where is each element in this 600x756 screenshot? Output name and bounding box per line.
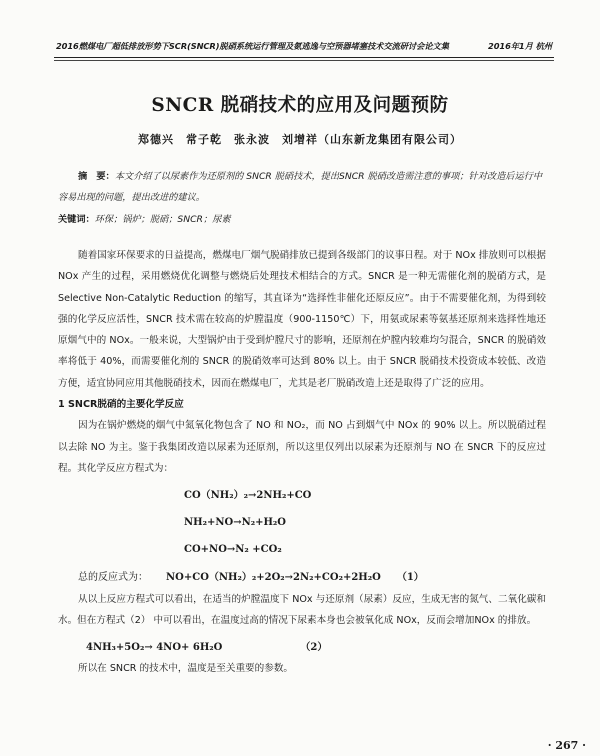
equation-number: （2） [300,642,328,654]
intro-paragraph: 随着国家环保要求的日益提高，燃煤电厂烟气脱硝排放已提到各级部门的议事日程。对于 NOx 排放则可以根据 NOx 产生的过程，采用燃烧优化调整与燃烧后处理技术相结合的方式。SNCR 是一种无需催化剂的脱硝方式，是 Selective Non-Catalytic Reduction 的缩写，其直译为“选择性非催化还原反应”。由于不需要催化剂，为得到较强的化学反应活性，SNCR 技术需在较高的炉膛温度（900-1150℃）下，用氨或尿素等氨基还原剂来选择性地还原烟气中的 NOx。一般来说，大型锅炉由于受到炉膛尺寸的影响，还原剂在炉膛内较难均匀混合，SNCR 的脱硝效率将低于 40%，而需要催化剂的 SNCR 的脱硝效率可达到 80% 以上。由于 SNCR 脱硝技术投资成本较低、改造方便，适宜协同应用其他脱硝技术，因而在燃煤电厂，尤其是老厂脱硝改造上还是取得了广泛的应用。 [58,250,546,389]
paragraph: 从以上反应方程式可以看出，在适当的炉膛温度下 NOx 与还原剂（尿素）反应，生成无害的氮气、二氧化碳和水。但在方程式（2） 中可以看出，在温度过高的情况下尿素本身也会被氧化成 NOx，反而会增加NOx 的排放。 [58,593,546,626]
article-title: SNCR 脱硝技术的应用及问题预防 [151,95,449,116]
running-header [56,40,552,52]
total-reaction [78,567,546,588]
total-reaction-label: 总的反应式为： [78,572,148,584]
equation: NH₂+NO→N₂+H₂O [184,517,287,529]
article-body [58,245,546,680]
page-number: · 267 · [547,739,586,752]
keywords [58,209,544,230]
abstract-text: 本文介绍了以尿素作为还原剂的 SNCR 脱硝技术，提出SNCR 脱硝改造需注意的事项；针对改造后运行中容易出现的问题，提出改进的建议。 [58,171,543,203]
equation: CO+NO→N₂ +CO₂ [184,544,282,556]
total-reaction-equation: NO+CO（NH₂）₂+2O₂→2N₂+CO₂+2H₂O [166,572,381,584]
article-authors: 郑德兴 常子乾 张永波 刘增祥（山东新龙集团有限公司） [138,133,462,146]
abstract-label: 摘 要： [78,171,115,182]
keywords-text: 环保；锅炉；脱硝；SNCR；尿素 [94,214,231,225]
equation-2 [86,637,546,658]
section-heading: 1 SNCR脱硝的主要化学反应 [58,399,184,411]
abstract [58,166,544,208]
keywords-label: 关键词： [58,214,95,225]
equation-number: （1） [396,572,424,584]
header-date-place: 2016年1月 杭州 [488,41,552,51]
equation: CO（NH₂）₂→2NH₂+CO [184,490,312,502]
equation-2-formula: 4NH₃+5O₂→ 4NO+ 6H₂O [86,642,223,654]
section-paragraph: 因为在锅炉燃烧的烟气中氮氧化物包含了 NO 和 NO₂，而 NO 占到烟气中 NOx 的 90% 以上。所以脱硝过程以去除 NO 为主。鉴于我集团改造以尿素为还原剂，所以这里仅列出以尿素为还原剂与 NO 在 SNCR 下的反应过程。其化学反应方程式为： [58,420,546,474]
paragraph: 所以在 SNCR 的技术中，温度是至关重要的参数。 [78,663,294,675]
header-rule-thin [54,60,554,61]
conference-title: 2016燃煤电厂超低排放形势下SCR(SNCR)脱硝系统运行管理及氨逃逸与空预器堵塞技术交流研讨会论文集 [56,41,449,51]
header-rule [54,57,554,58]
